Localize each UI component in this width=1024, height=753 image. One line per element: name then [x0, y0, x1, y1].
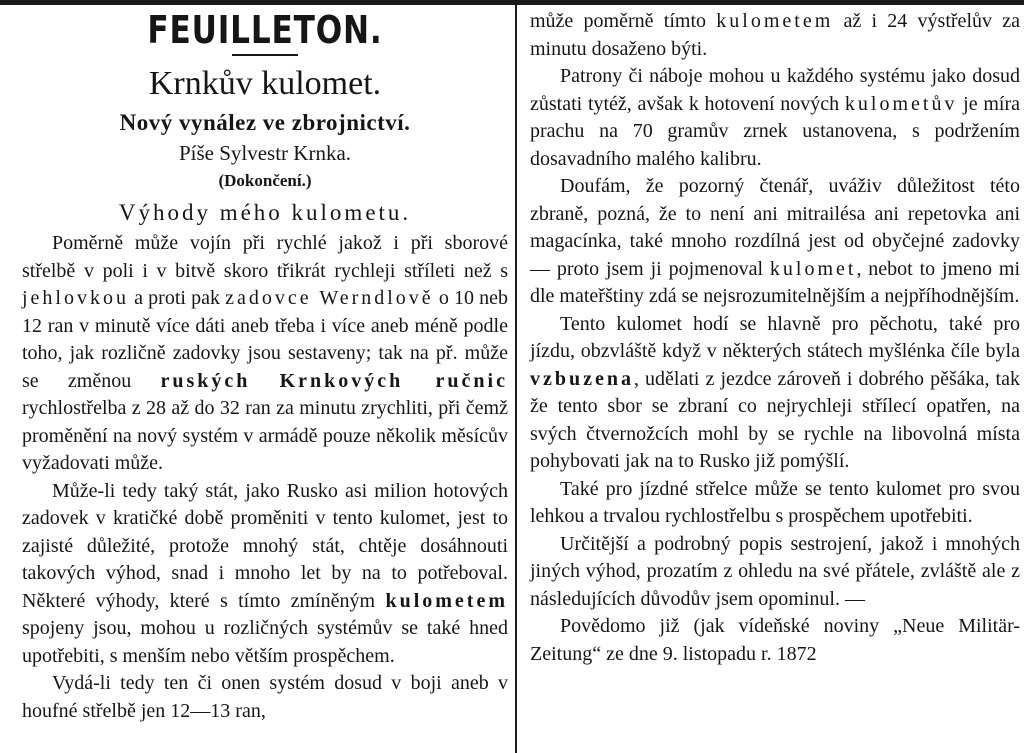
article-subtitle: Nový vynález ve zbrojnictví.: [119, 110, 411, 135]
paragraph-5: Patrony či náboje mohou u každého systému jako dosud zůstati tytéž, avšak k hotovení nových kulometův je míra prachu na 70 gramův zrnek ustanovena, s podržením dosavadního malého kalibru.: [530, 65, 1020, 170]
paragraph-10: Povědomo již (jak vídeňské noviny „Neue Militär-Zeitung“ ze dne 9. listopadu r. 1872: [530, 615, 1020, 665]
right-column: [530, 8, 1020, 668]
continuation-note: (Dokončení.): [218, 171, 312, 190]
section-header: FEUILLETON.: [147, 8, 383, 52]
paragraph-2: Může-li tedy taký stát, jako Rusko asi milion hotových zadovek v kratičké době proměniti v tento kulomet, jest to zajisté důležité, protože mnohý stát, chtěje dosáhnouti takových výhod, snad i mnoho let by na to potřeboval. Některé výhody, které s tímto zmíněným kulometem spojeny jsou, mohou u rozličných systémův se také hned upotřebiti, s menším nebo větším prospěchem.: [22, 479, 508, 667]
header-rule: [232, 54, 298, 56]
paragraph-4: může poměrně tímto kulometem až i 24 výstřelův za minutu dosaženo býti.: [530, 10, 1020, 60]
paragraph-3: Vydá-li tedy ten či onen systém dosud v boji aneb v houfné střelbě jen 12—13 ran,: [22, 672, 508, 722]
paragraph-1: Poměrně může vojín při rychlé jakož i při sborové střelbě v poli i v bitvě skoro třikrát rychleji stříleti než s jehlovkou a proti pak zadovce Werndlově o 10 neb 12 ran v minutě více dáti aneb třeba i více aneb méně podle toho, jak rozličně zadovky jsou sestaveny; tak na př. může se změnou ruských Krnkových ručnic rychlostřelba z 28 až do 32 ran za minutu zrychliti, při čemž proměnění na nový systém v armádě pouze několik měsícův vyžadovati může.: [22, 232, 508, 474]
paragraph-9: Určitější a podrobný popis sestrojení, jakož i mnohých jiných výhod, prozatím z ohledu na své přátele, zvláště ale z následujících důvodův jsem opominul. —: [530, 532, 1020, 610]
paragraph-7: Tento kulomet hodí se hlavně pro pěchotu, také pro jízdu, obzvláště když v některých státech myšlénka číle byla vzbuzena, udělati z jezdce zároveň i dobrého pěšáka, tak že tento sbor se zbraní co nejrychleji střílecí opatřen, na svých čtvernožcích mohl by se rychle na libovolná místa pohybovati jak na to Rusko již pomýšlí.: [530, 312, 1020, 472]
section-heading: Výhody mého kulometu.: [118, 200, 412, 225]
article-title: Krnkův kulomet.: [148, 65, 382, 102]
column-divider: [515, 0, 517, 753]
top-rule: [0, 0, 1024, 5]
article-byline: Píše Sylvestr Krnka.: [178, 141, 352, 165]
paragraph-6: Doufám, že pozorný čtenář, uváživ důležitost této zbraně, pozná, že to není ani mitrailésa ani repetovka ani magacínka, také mnoho rozdílná jest od obyčejné zadovky — proto jsem ji pojmenoval kulomet, nebot to jmeno mi dle mateřštiny zdá se nejsrozumitelnějším a nejpříhodnějším.: [530, 175, 1021, 307]
paragraph-8: Také pro jízdné střelce může se tento kulomet pro svou lehkou a trvalou rychlostřelbu s prospěchem upotřebiti.: [530, 477, 1020, 527]
left-column: [22, 8, 508, 725]
